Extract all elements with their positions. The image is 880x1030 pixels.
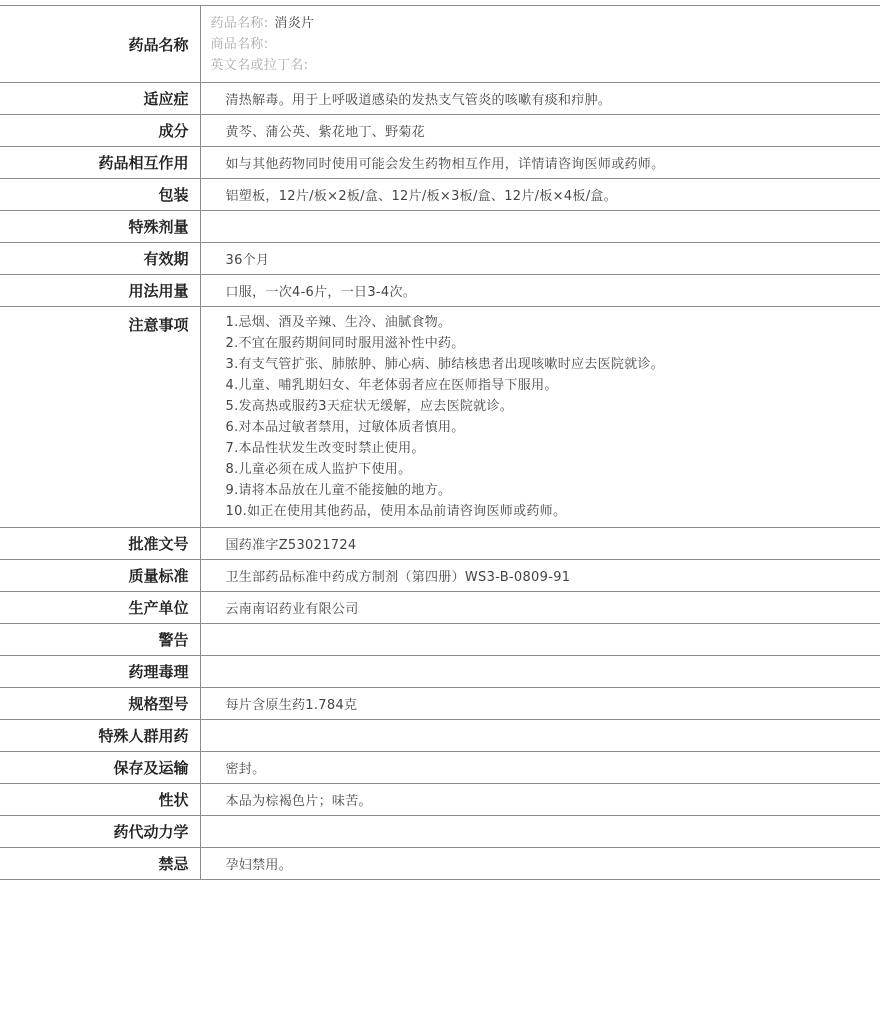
row-info-a xyxy=(0,83,880,115)
precaution-item: 8.儿童必须在成人监护下使用。 xyxy=(225,462,412,477)
precaution-item: 4.儿童、哺乳期妇女、年老体弱者应在医师指导下服用。 xyxy=(225,378,558,393)
row-label: 药代动力学 xyxy=(0,816,200,848)
precaution-item: 1.忌烟、酒及辛辣、生冷、油腻食物。 xyxy=(225,315,452,330)
drug-info-table xyxy=(0,5,880,880)
row-label: 药品相互作用 xyxy=(0,147,200,179)
row-drug-names xyxy=(0,6,880,83)
english-name-line xyxy=(211,55,880,76)
row-value: 卫生部药品标准中药成方制剂（第四册）WS3-B-0809-91 xyxy=(200,560,880,592)
row-label: 适应症 xyxy=(0,83,200,115)
row-info-b xyxy=(0,560,880,592)
drug-info-sheet xyxy=(0,5,880,880)
row-value xyxy=(200,816,880,848)
row-label: 包装 xyxy=(0,179,200,211)
precaution-item: 7.本品性状发生改变时禁止使用。 xyxy=(225,441,425,456)
row-value xyxy=(200,720,880,752)
row-info-a xyxy=(0,243,880,275)
row-value: 每片含原生药1.784克 xyxy=(200,688,880,720)
row-info-b xyxy=(0,656,880,688)
english-name-key: 英文名或拉丁名: xyxy=(210,57,309,73)
row-label: 禁忌 xyxy=(0,848,200,880)
row-label: 药品名称 xyxy=(0,6,200,83)
row-value: 清热解毒。用于上呼吸道感染的发热支气管炎的咳嗽有痰和疖肿。 xyxy=(200,83,880,115)
row-value xyxy=(200,211,880,243)
row-label: 药理毒理 xyxy=(0,656,200,688)
precautions-list xyxy=(200,307,880,528)
row-label: 成分 xyxy=(0,115,200,147)
row-value: 国药准字Z53021724 xyxy=(200,528,880,560)
row-info-b xyxy=(0,592,880,624)
row-info-b xyxy=(0,752,880,784)
row-label: 有效期 xyxy=(0,243,200,275)
generic-name-line xyxy=(211,13,880,34)
row-value xyxy=(200,656,880,688)
row-info-a xyxy=(0,211,880,243)
precaution-item: 2.不宜在服药期间同时服用滋补性中药。 xyxy=(225,336,465,351)
row-precautions xyxy=(0,307,880,528)
row-label: 警告 xyxy=(0,624,200,656)
generic-name-key: 药品名称: xyxy=(210,15,269,31)
row-info-b xyxy=(0,848,880,880)
precaution-item: 10.如正在使用其他药品，使用本品前请咨询医师或药师。 xyxy=(225,504,567,519)
row-label: 特殊剂量 xyxy=(0,211,200,243)
precaution-item: 5.发高热或服药3天症状无缓解，应去医院就诊。 xyxy=(225,399,514,414)
drug-names-cell xyxy=(200,6,880,83)
row-label: 保存及运输 xyxy=(0,752,200,784)
row-info-a xyxy=(0,275,880,307)
row-info-b xyxy=(0,688,880,720)
row-value: 云南南诏药业有限公司 xyxy=(200,592,880,624)
row-label: 规格型号 xyxy=(0,688,200,720)
row-label: 生产单位 xyxy=(0,592,200,624)
row-label: 用法用量 xyxy=(0,275,200,307)
row-value: 口服，一次4-6片，一日3-4次。 xyxy=(200,275,880,307)
row-value: 密封。 xyxy=(200,752,880,784)
row-info-b xyxy=(0,816,880,848)
precaution-item: 6.对本品过敏者禁用，过敏体质者慎用。 xyxy=(225,420,465,435)
row-info-a xyxy=(0,179,880,211)
row-info-a xyxy=(0,115,880,147)
row-label: 质量标准 xyxy=(0,560,200,592)
row-label: 注意事项 xyxy=(0,307,200,528)
row-info-a xyxy=(0,147,880,179)
generic-name-value: 消炎片 xyxy=(274,15,315,31)
precaution-item: 3.有支气管扩张、肺脓肿、肺心病、肺结核患者出现咳嗽时应去医院就诊。 xyxy=(225,357,665,372)
row-info-b xyxy=(0,784,880,816)
row-value: 本品为棕褐色片；味苦。 xyxy=(200,784,880,816)
row-label: 特殊人群用药 xyxy=(0,720,200,752)
row-value: 铝塑板，12片/板×2板/盒、12片/板×3板/盒、12片/板×4板/盒。 xyxy=(200,179,880,211)
row-label: 批准文号 xyxy=(0,528,200,560)
trade-name-key: 商品名称: xyxy=(210,36,269,52)
precaution-item: 9.请将本品放在儿童不能接触的地方。 xyxy=(225,483,452,498)
row-info-b xyxy=(0,720,880,752)
row-value: 如与其他药物同时使用可能会发生药物相互作用，详情请咨询医师或药师。 xyxy=(200,147,880,179)
row-value xyxy=(200,624,880,656)
row-label: 性状 xyxy=(0,784,200,816)
row-info-b xyxy=(0,624,880,656)
trade-name-line xyxy=(211,34,880,55)
row-value: 黄芩、蒲公英、紫花地丁、野菊花 xyxy=(200,115,880,147)
row-value: 36个月 xyxy=(200,243,880,275)
row-value: 孕妇禁用。 xyxy=(200,848,880,880)
row-info-b xyxy=(0,528,880,560)
